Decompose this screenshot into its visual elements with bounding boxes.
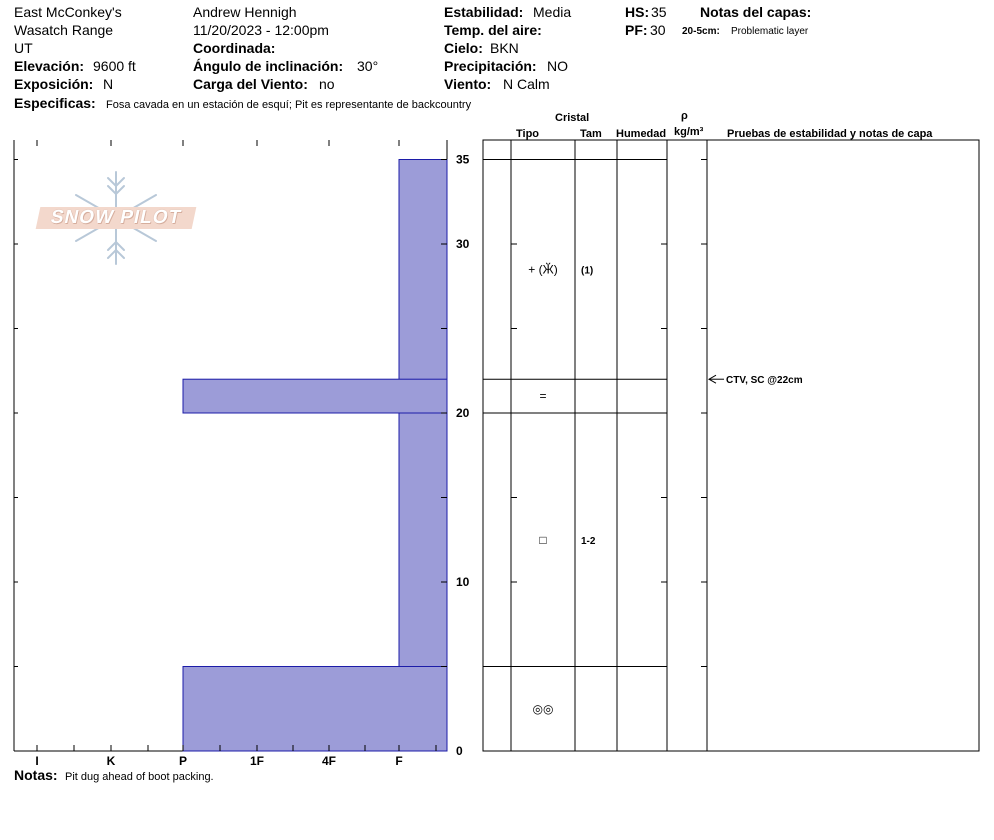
sky-value: BKN — [490, 40, 519, 56]
elevation-label: Elevación: — [14, 58, 85, 74]
hardness-tick-label: I — [35, 754, 39, 768]
notes-label: Notas: — [14, 767, 58, 783]
notes-text: Pit dug ahead of boot packing. — [65, 771, 214, 783]
grain-type: + (Ӂ) — [528, 262, 558, 277]
hardness-tick-label: P — [178, 754, 188, 768]
stability-value: Media — [533, 4, 572, 20]
col-cristal: Cristal — [555, 112, 590, 124]
pf-value: 30 — [650, 22, 666, 38]
hardness-plot-frame — [14, 140, 447, 751]
grain-type: = — [539, 389, 547, 404]
specifics-text: Fosa cavada en un estación de esquí; Pit es representante de backcountry — [106, 99, 472, 111]
hardness-bar — [399, 413, 447, 667]
aspect-value: N — [103, 76, 114, 92]
precip-value: NO — [547, 58, 568, 74]
hardness-bar — [399, 160, 447, 414]
datetime: 11/20/2023 - 12:00pm — [193, 22, 329, 38]
sky-label: Cielo: — [444, 40, 483, 56]
layer-table — [483, 140, 979, 751]
wind-label: Viento: — [444, 76, 492, 92]
col-tam: Tam — [580, 128, 602, 140]
col-rho: ρ — [681, 110, 688, 122]
state: UT — [14, 40, 33, 56]
specifics-label: Especificas: — [14, 95, 96, 111]
airtemp-label: Temp. del aire: — [444, 22, 542, 38]
col-density-unit: kg/m³ — [674, 126, 704, 138]
depth-tick-label: 10 — [456, 575, 470, 589]
hardness-tick-label: K — [106, 754, 116, 768]
col-tests: Pruebas de estabilidad y notas de capa — [727, 128, 933, 140]
hardness-tick-label: F — [395, 754, 403, 768]
layer-note-text: Problematic layer — [731, 26, 809, 37]
slope-value: 30° — [357, 58, 379, 74]
grain-type: ◎◎ — [532, 701, 554, 716]
stability-label: Estabilidad: — [444, 4, 524, 20]
observer: Andrew Hennigh — [193, 4, 297, 20]
depth-tick-label: 20 — [456, 406, 470, 420]
windload-value: no — [319, 76, 335, 92]
hardness-tick-label: 4F — [321, 754, 337, 768]
depth-tick-label: 0 — [456, 744, 463, 758]
coord-label: Coordinada: — [193, 40, 276, 56]
pf-label: PF: — [625, 22, 648, 38]
hardness-bar — [183, 379, 447, 413]
hs-label: HS: — [625, 4, 650, 20]
aspect-label: Exposición: — [14, 76, 94, 92]
grain-type: □ — [539, 532, 547, 547]
col-humedad: Humedad — [616, 128, 667, 140]
wind-value: N Calm — [503, 76, 550, 92]
precip-label: Precipitación: — [444, 58, 537, 74]
hardness-tick-label: 1F — [249, 754, 265, 768]
location: East McConkey's — [14, 4, 122, 20]
windload-label: Carga del Viento: — [193, 76, 308, 92]
grain-size: (1) — [581, 265, 594, 277]
layer-note-depth: 20-5cm: — [682, 26, 720, 37]
range: Wasatch Range — [14, 22, 114, 38]
depth-tick-label: 35 — [456, 152, 470, 167]
elevation-value: 9600 ft — [93, 58, 136, 74]
slope-label: Ángulo de inclinación: — [193, 58, 344, 74]
hardness-bar — [183, 667, 447, 752]
col-tipo: Tipo — [516, 128, 540, 140]
depth-tick-label: 30 — [456, 237, 470, 251]
layer-notes-label: Notas del capas: — [700, 4, 812, 20]
snowpilot-logo-text: SNOW PILOT — [36, 207, 197, 229]
grain-size: 1-2 — [581, 535, 596, 547]
test-result-label: CTV, SC @22cm — [726, 375, 803, 387]
hs-value: 35 — [651, 4, 667, 20]
